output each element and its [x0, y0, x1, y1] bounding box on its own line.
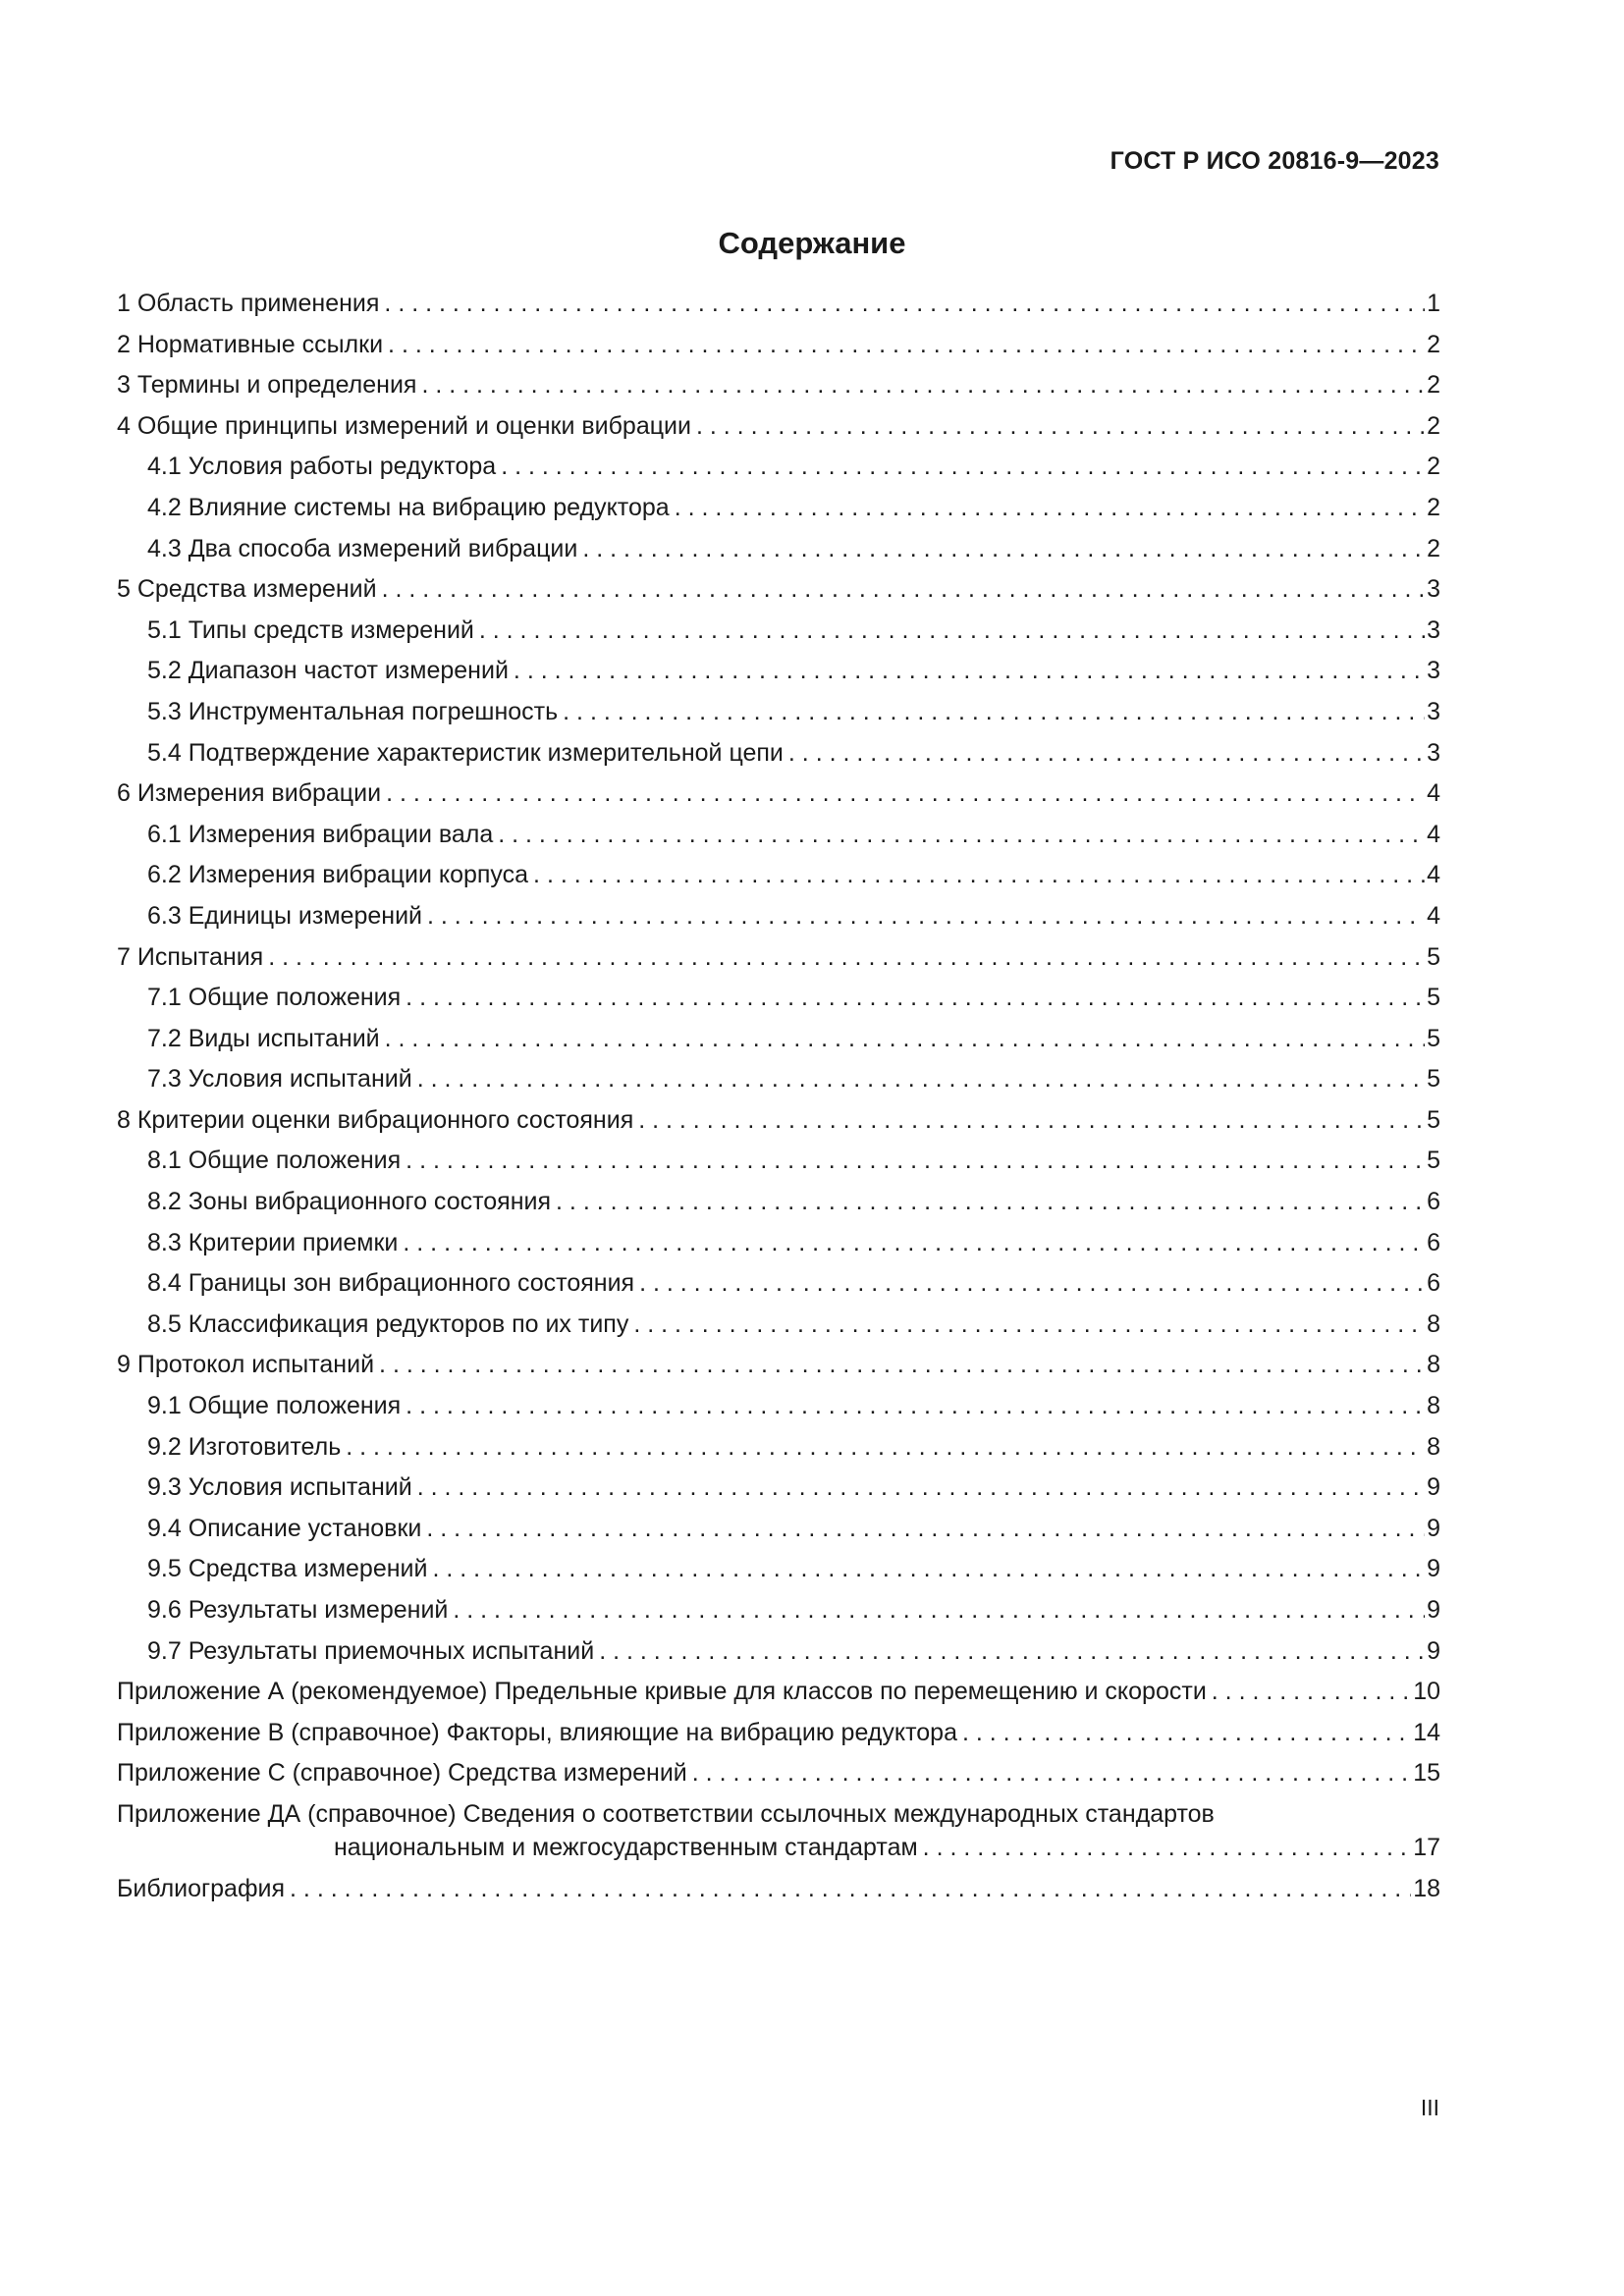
- dot-leader: [406, 1391, 1425, 1420]
- toc-entry[interactable]: [117, 1064, 1440, 1105]
- toc-entry-page: 5: [1427, 1065, 1440, 1094]
- dot-leader: [692, 1758, 1411, 1788]
- dot-leader: [582, 534, 1425, 563]
- toc-entry-page: 9: [1427, 1473, 1440, 1502]
- toc-entry-page: 3: [1427, 575, 1440, 604]
- dot-leader: [1212, 1677, 1411, 1706]
- dot-leader: [501, 452, 1425, 481]
- toc-entry-label: 4.3 Два способа измерений вибрации: [147, 534, 578, 562]
- toc-entry[interactable]: [117, 1105, 1440, 1147]
- toc-entry[interactable]: [117, 1874, 1440, 1915]
- toc-entry[interactable]: [117, 330, 1440, 371]
- toc-entry-label: 5.3 Инструментальная погрешность: [147, 697, 559, 725]
- toc-entry-page: 2: [1427, 330, 1440, 358]
- toc-entry-label: 9.5 Средства измерений: [147, 1555, 428, 1583]
- toc-entry[interactable]: [117, 1472, 1440, 1514]
- toc-entry-label: 9.7 Результаты приемочных испытаний: [147, 1636, 595, 1665]
- page-number: III: [1420, 2095, 1439, 2120]
- dot-leader: [453, 1595, 1425, 1625]
- toc-entry-label: 7.3 Условия испытаний: [147, 1065, 412, 1094]
- toc-entry[interactable]: [117, 534, 1440, 575]
- toc-entry-label: 8.3 Критерии приемки: [147, 1228, 399, 1256]
- toc-entry[interactable]: [117, 1146, 1440, 1187]
- toc-entry-page: 6: [1427, 1228, 1440, 1256]
- toc-entry-label: 9.3 Условия испытаний: [147, 1473, 412, 1502]
- toc-entry-label: 5 Средства измерений: [117, 575, 377, 604]
- toc-entry-label: Приложение В (справочное) Факторы, влияющие на вибрацию редуктора: [117, 1718, 957, 1746]
- toc-entry[interactable]: [117, 1799, 1440, 1874]
- dot-leader: [406, 1146, 1425, 1175]
- toc-entry-label: 8 Критерии оценки вибрационного состояния: [117, 1105, 634, 1134]
- toc-entry[interactable]: [117, 1758, 1440, 1799]
- toc-entry-page: 8: [1427, 1432, 1440, 1461]
- dot-leader: [406, 983, 1425, 1012]
- toc-entry-page: 1: [1427, 290, 1440, 317]
- dot-leader: [599, 1636, 1425, 1666]
- toc-entry-label: 1 Область применения: [117, 290, 380, 317]
- dot-leader: [696, 411, 1425, 441]
- toc-entry-page: 4: [1427, 901, 1440, 930]
- dot-leader: [639, 1268, 1425, 1298]
- toc-entry-page: 2: [1427, 493, 1440, 521]
- toc-entry[interactable]: [117, 1636, 1440, 1678]
- toc-entry-label: 3 Термины и определения: [117, 371, 417, 400]
- dot-leader: [417, 1064, 1425, 1094]
- table-of-contents: [117, 289, 1440, 1914]
- toc-entry-page: 17: [1413, 1833, 1440, 1861]
- toc-entry-page: 8: [1427, 1351, 1440, 1379]
- toc-entry-label: 5.2 Диапазон частот измерений: [147, 657, 509, 685]
- toc-entry-label: 5.4 Подтверждение характеристик измерительной цепи: [147, 738, 784, 767]
- toc-entry-label: 9.1 Общие положения: [147, 1392, 402, 1420]
- toc-entry[interactable]: [117, 738, 1440, 779]
- dot-leader: [426, 1514, 1425, 1543]
- toc-entry-label: 4.2 Влияние системы на вибрацию редуктора: [147, 493, 670, 521]
- toc-entry[interactable]: [117, 370, 1440, 411]
- toc-entry[interactable]: [117, 697, 1440, 738]
- toc-entry[interactable]: [117, 574, 1440, 615]
- toc-entry-page: 4: [1427, 779, 1440, 808]
- toc-entry-page: 8: [1427, 1309, 1440, 1338]
- toc-entry-page: 9: [1427, 1636, 1440, 1665]
- dot-leader: [427, 901, 1425, 931]
- toc-entry-page: 9: [1427, 1514, 1440, 1542]
- toc-entry[interactable]: [117, 452, 1440, 493]
- toc-entry-page: 18: [1413, 1874, 1440, 1902]
- dot-leader: [675, 493, 1425, 522]
- dot-leader: [514, 656, 1425, 685]
- toc-entry-page: 5: [1427, 1024, 1440, 1052]
- dot-leader: [268, 942, 1425, 972]
- toc-entry[interactable]: [117, 493, 1440, 534]
- toc-title: Содержание: [718, 226, 906, 260]
- toc-entry[interactable]: [117, 1024, 1440, 1065]
- toc-entry-label: 6 Измерения вибрации: [117, 779, 382, 808]
- toc-entry[interactable]: [117, 1391, 1440, 1432]
- toc-entry-page: 6: [1427, 1269, 1440, 1298]
- dot-leader: [388, 330, 1425, 359]
- toc-entry-page: 3: [1427, 697, 1440, 725]
- dot-leader: [346, 1432, 1425, 1462]
- toc-entry[interactable]: [117, 411, 1440, 453]
- dot-leader: [638, 1105, 1425, 1135]
- toc-entry[interactable]: [117, 656, 1440, 697]
- toc-entry-label: 7.1 Общие положения: [147, 984, 402, 1012]
- dot-leader: [384, 289, 1425, 318]
- toc-entry-label: 6.2 Измерения вибрации корпуса: [147, 861, 529, 889]
- toc-entry-label: 8.5 Классификация редукторов по их типу: [147, 1309, 629, 1338]
- toc-entry-label: 9.2 Изготовитель: [147, 1432, 342, 1461]
- toc-entry-label: 8.1 Общие положения: [147, 1147, 402, 1175]
- dot-leader: [432, 1554, 1425, 1583]
- dot-leader: [479, 615, 1425, 645]
- toc-entry[interactable]: [117, 778, 1440, 820]
- toc-entry[interactable]: [117, 1718, 1440, 1759]
- document-code: ГОСТ Р ИСО 20816-9—2023: [1110, 147, 1439, 175]
- toc-entry-label-continuation: национальным и межгосударственным стандартам: [334, 1833, 918, 1861]
- toc-entry[interactable]: [117, 1595, 1440, 1636]
- toc-entry-page: 5: [1427, 984, 1440, 1012]
- toc-entry-label: Библиография: [117, 1874, 286, 1902]
- toc-entry-label: 2 Нормативные ссылки: [117, 330, 384, 358]
- toc-entry-page: 2: [1427, 534, 1440, 562]
- toc-entry-label: 8.4 Границы зон вибрационного состояния: [147, 1269, 635, 1298]
- dot-leader: [498, 820, 1425, 849]
- toc-entry-page: 3: [1427, 615, 1440, 644]
- dot-leader: [788, 738, 1425, 768]
- toc-entry-label: 7 Испытания: [117, 942, 264, 971]
- toc-entry-page: 4: [1427, 861, 1440, 889]
- toc-entry-page: 9: [1427, 1555, 1440, 1583]
- dot-leader: [379, 1350, 1425, 1379]
- toc-entry[interactable]: [117, 1228, 1440, 1269]
- toc-entry-page: 6: [1427, 1188, 1440, 1216]
- toc-entry-label: 6.1 Измерения вибрации вала: [147, 820, 494, 848]
- dot-leader: [923, 1833, 1412, 1862]
- toc-entry-label: 9 Протокол испытаний: [117, 1351, 375, 1379]
- toc-entry[interactable]: [117, 983, 1440, 1024]
- toc-entry-label: 6.3 Единицы измерений: [147, 901, 422, 930]
- dot-leader: [421, 370, 1425, 400]
- toc-entry-label: 9.4 Описание установки: [147, 1514, 422, 1542]
- toc-entry-page: 2: [1427, 411, 1440, 440]
- toc-entry[interactable]: [117, 820, 1440, 861]
- dot-leader: [386, 778, 1425, 808]
- toc-entry-page: 9: [1427, 1596, 1440, 1624]
- dot-leader: [290, 1874, 1411, 1903]
- toc-entry-page: 5: [1427, 1147, 1440, 1175]
- toc-entry[interactable]: [117, 1268, 1440, 1309]
- toc-entry[interactable]: [117, 1514, 1440, 1555]
- toc-entry-page: 15: [1413, 1759, 1440, 1788]
- toc-entry-page: 5: [1427, 1105, 1440, 1134]
- dot-leader: [417, 1472, 1425, 1502]
- toc-entry-label: Приложение С (справочное) Средства измерений: [117, 1759, 687, 1788]
- toc-entry-page: 14: [1413, 1718, 1440, 1746]
- toc-entry[interactable]: [117, 1350, 1440, 1391]
- toc-entry[interactable]: [117, 1432, 1440, 1473]
- toc-entry-label: Приложение ДА (справочное) Сведения о соответствии ссылочных международных стандартов: [117, 1799, 1215, 1828]
- toc-entry[interactable]: [117, 860, 1440, 901]
- dot-leader: [563, 697, 1425, 726]
- toc-entry[interactable]: [117, 1309, 1440, 1351]
- dot-leader: [962, 1718, 1411, 1747]
- dot-leader: [533, 860, 1425, 889]
- toc-entry[interactable]: [117, 1677, 1440, 1718]
- toc-entry-page: 8: [1427, 1392, 1440, 1420]
- toc-entry-label: 7.2 Виды испытаний: [147, 1024, 380, 1052]
- toc-entry-page: 5: [1427, 942, 1440, 971]
- toc-entry-label: 9.6 Результаты измерений: [147, 1596, 449, 1624]
- toc-entry-label: Приложение А (рекомендуемое) Предельные кривые для классов по перемещению и скорости: [117, 1678, 1207, 1706]
- toc-entry-label: 4.1 Условия работы редуктора: [147, 453, 497, 481]
- dot-leader: [556, 1187, 1425, 1216]
- toc-entry-page: 2: [1427, 453, 1440, 481]
- toc-entry[interactable]: [117, 289, 1440, 330]
- toc-entry[interactable]: [117, 1554, 1440, 1595]
- toc-entry[interactable]: [117, 901, 1440, 942]
- toc-entry-page: 2: [1427, 371, 1440, 400]
- dot-leader: [382, 574, 1425, 604]
- dot-leader: [385, 1024, 1425, 1053]
- toc-entry-label: 5.1 Типы средств измерений: [147, 615, 474, 644]
- toc-entry-page: 4: [1427, 820, 1440, 848]
- toc-entry[interactable]: [117, 942, 1440, 984]
- toc-entry-page: 10: [1413, 1678, 1440, 1706]
- toc-entry-page: 3: [1427, 657, 1440, 685]
- dot-leader: [403, 1228, 1425, 1257]
- toc-entry-label: 4 Общие принципы измерений и оценки вибрации: [117, 411, 691, 440]
- toc-entry[interactable]: [117, 1187, 1440, 1228]
- dot-leader: [633, 1309, 1425, 1339]
- toc-entry[interactable]: [117, 615, 1440, 657]
- toc-entry-page: 3: [1427, 738, 1440, 767]
- toc-entry-label: 8.2 Зоны вибрационного состояния: [147, 1188, 552, 1216]
